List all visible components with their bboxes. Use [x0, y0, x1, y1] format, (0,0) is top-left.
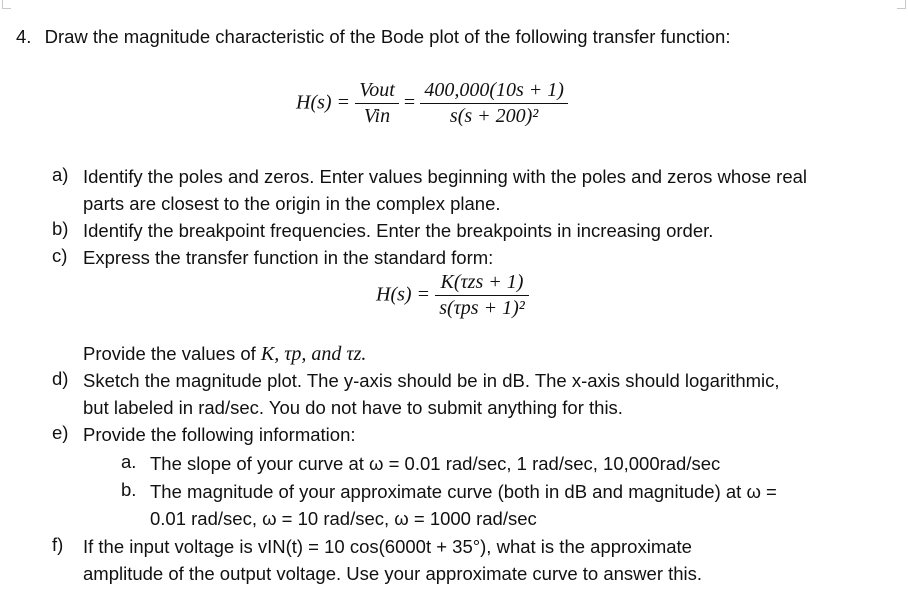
eq2-den: s(τps + 1)²	[439, 297, 525, 319]
eq1-frac2-num: 400,000(10s + 1)	[420, 78, 568, 104]
part-e-line1: Provide the following information:	[83, 424, 356, 445]
part-c-label: c)	[52, 245, 68, 266]
page-corner-right	[897, 0, 906, 9]
part-f-line2: amplitude of the output voltage. Use your approximate curve to answer this.	[83, 563, 703, 584]
eq1-frac1-num: Vout	[355, 78, 399, 104]
eq1-equals: =	[403, 91, 416, 114]
part-c-line1: Express the transfer function in the standard form:	[83, 247, 494, 268]
part-b-label: b)	[52, 218, 69, 239]
part-e-b-label: b.	[121, 479, 137, 500]
standard-form-equation	[376, 270, 529, 321]
eq1-frac1-den: Vin	[363, 105, 391, 127]
part-e-label: e)	[52, 422, 69, 443]
part-c-provide-line	[83, 341, 366, 367]
part-b-line1: Identify the breakpoint frequencies. Enter the breakpoints in increasing order.	[83, 220, 714, 241]
problem-title-text: Draw the magnitude characteristic of the Bode plot of the following transfer function:	[44, 26, 731, 47]
eq1-fraction-vout-vin	[355, 78, 399, 129]
eq2-lhs: H(s) =	[376, 283, 431, 306]
part-d-line1: Sketch the magnitude plot. The y-axis should be in dB. The x-axis should logarithmic,	[83, 370, 780, 391]
part-f-label: f)	[52, 534, 64, 555]
problem-title	[16, 24, 730, 50]
part-c-provide-prefix: Provide the values of	[83, 343, 256, 364]
page-corner-left	[2, 0, 11, 9]
eq1-frac2-den: s(s + 200)²	[449, 105, 539, 127]
part-e-b-line2: 0.01 rad/sec, ω = 10 rad/sec, ω = 1000 rad/sec	[150, 508, 537, 529]
part-d-line2: but labeled in rad/sec. You do not have to submit anything for this.	[83, 397, 623, 418]
part-e-b-line1: The magnitude of your approximate curve (both in dB and magnitude) at ω =	[150, 481, 777, 502]
part-a-line1: Identify the poles and zeros. Enter values beginning with the poles and zeros whose real	[83, 166, 808, 187]
part-a-label: a)	[52, 164, 69, 185]
eq2-num: K(τzs + 1)	[435, 270, 529, 296]
transfer-function-equation	[296, 78, 568, 129]
problem-number: 4.	[16, 26, 32, 47]
part-a-line2: parts are closest to the origin in the complex plane.	[83, 193, 501, 214]
part-f-line1: If the input voltage is vIN(t) = 10 cos(6000t + 35°), what is the approximate	[83, 536, 692, 557]
part-c-provide-vars: K, τp, and τz.	[260, 343, 367, 365]
part-e-a-label: a.	[121, 451, 137, 472]
eq1-lhs: H(s) =	[296, 91, 351, 114]
part-e-a-line1: The slope of your curve at ω = 0.01 rad/sec, 1 rad/sec, 10,000rad/sec	[150, 453, 721, 474]
eq2-fraction	[435, 270, 529, 321]
part-d-label: d)	[52, 368, 69, 389]
eq1-fraction-transfer	[420, 78, 568, 129]
